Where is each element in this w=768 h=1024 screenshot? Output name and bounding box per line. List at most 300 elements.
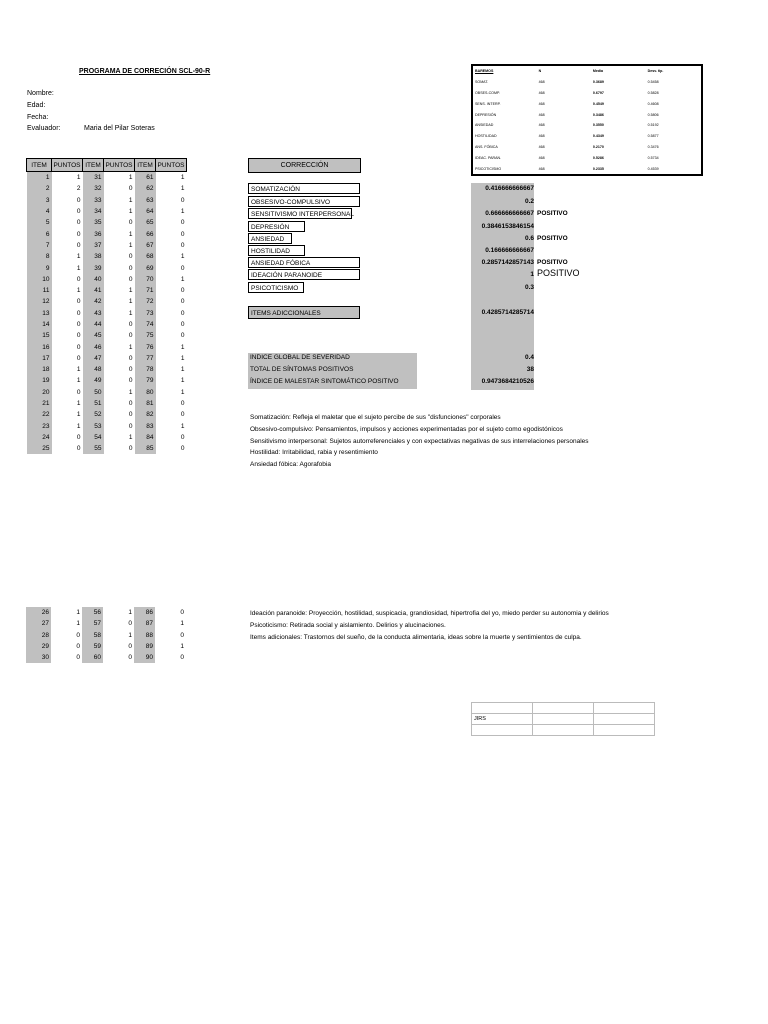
item-number: 46: [83, 341, 104, 352]
item-number: 79: [135, 375, 156, 386]
footer-grid: [471, 702, 655, 736]
item-score: 0: [76, 354, 81, 362]
item-score: 0: [76, 445, 81, 453]
page-title: PROGRAMA DE CORRECIÓN SCL-90-R: [79, 68, 211, 75]
additional-items-label: ITEMS ADICCIONALES: [248, 306, 360, 319]
items-header-row: [27, 159, 187, 172]
item-score: 1: [128, 174, 133, 182]
baremos-cell: 0.5734: [647, 155, 659, 160]
description-line: Ansiedad fóbica: Agorafobia: [250, 461, 331, 468]
item-score: 1: [180, 643, 184, 651]
item-number: 75: [135, 330, 156, 341]
item-score: 0: [180, 287, 185, 295]
baremos-cell: 468: [538, 101, 545, 106]
item-number: 56: [82, 607, 103, 618]
item-score: 0: [76, 643, 80, 651]
baremos-cell: PSICOTICISMO: [475, 166, 502, 171]
item-score: 1: [128, 287, 133, 295]
item-score: 0: [128, 264, 133, 272]
grid-cell: [533, 714, 594, 725]
item-score: 1: [128, 196, 133, 204]
table-row: [27, 183, 187, 194]
item-number: 64: [135, 206, 156, 217]
table-row: [27, 353, 187, 364]
items-table-continued: [26, 607, 186, 663]
baremos-cell: DEPRESIÓN: [475, 112, 497, 117]
item-score: 0: [128, 400, 133, 408]
table-row: [26, 641, 186, 652]
scale-value: 0.416666666667: [485, 185, 534, 192]
grid-cell: [533, 703, 594, 714]
item-score: 1: [76, 411, 81, 419]
item-number: 81: [135, 398, 156, 409]
item-number: 51: [83, 398, 104, 409]
item-score: 0: [128, 445, 133, 453]
item-score: 0: [76, 230, 81, 238]
item-number: 23: [27, 421, 52, 432]
item-score: 1: [180, 275, 185, 283]
item-score: 1: [180, 366, 185, 374]
item-number: 87: [134, 618, 155, 629]
item-number: 80: [135, 387, 156, 398]
table-row: [27, 398, 187, 409]
table-row: [27, 274, 187, 285]
item-number: 63: [135, 195, 156, 206]
item-number: 10: [27, 274, 52, 285]
item-score: 0: [76, 196, 81, 204]
baremos-cell: 0.4539: [647, 166, 659, 171]
item-score: 0: [128, 219, 133, 227]
item-number: 39: [83, 262, 104, 273]
item-score: 0: [180, 219, 185, 227]
item-score: 0: [128, 411, 133, 419]
item-score: 0: [76, 321, 81, 328]
index-name: TOTAL DE SÍNTOMAS POSITIVOS: [250, 366, 354, 373]
item-score: 0: [180, 298, 185, 306]
baremos-cell: SOMAT.: [475, 80, 489, 85]
item-score: 1: [180, 185, 185, 193]
item-number: 37: [83, 240, 104, 251]
item-score: 0: [76, 309, 81, 317]
item-score: 1: [180, 354, 185, 362]
item-number: 61: [135, 172, 156, 184]
item-number: 21: [27, 398, 52, 409]
item-number: 31: [83, 172, 104, 184]
item-number: 5: [27, 217, 52, 228]
item-number: 17: [27, 353, 52, 364]
table-row: [27, 251, 187, 262]
item-number: 11: [27, 285, 52, 296]
grid-row: [472, 725, 655, 736]
item-score: 1: [76, 609, 80, 617]
baremos-cell: 0.6797: [592, 90, 604, 95]
baremos-row: [472, 142, 702, 153]
table-row: [27, 308, 187, 319]
item-score: 0: [180, 411, 185, 419]
table-row: [27, 364, 187, 375]
description-line: Hostilidad: Irritabilidad, rabia y resentimiento: [250, 449, 378, 456]
item-score: 0: [128, 643, 132, 651]
item-number: 71: [135, 285, 156, 296]
scale-value: 0.6: [524, 235, 534, 242]
baremos-cell: 0.3476: [647, 144, 659, 149]
baremos-cell: 0.3550: [592, 123, 604, 128]
item-number: 28: [26, 630, 51, 641]
item-score: 0: [180, 309, 185, 317]
item-score: 1: [180, 388, 185, 396]
items-table: [26, 158, 187, 454]
item-score: 0: [128, 185, 133, 193]
item-score: 1: [180, 422, 185, 430]
item-score: 1: [128, 230, 133, 238]
item-score: 0: [128, 377, 133, 385]
field-value: Maria del Pilar Soteras: [84, 125, 155, 132]
item-score: 0: [76, 654, 80, 662]
item-number: 36: [83, 228, 104, 239]
item-score: 0: [76, 241, 81, 249]
item-score: 1: [76, 253, 81, 261]
scale-value: 0.3: [524, 284, 534, 291]
item-number: 30: [26, 652, 51, 663]
grid-cell: [472, 703, 533, 714]
table-row: [27, 421, 187, 432]
table-row: [26, 607, 186, 618]
item-score: 0: [128, 275, 133, 283]
baremos-row: [472, 152, 702, 163]
scale-name: PSICOTICISMO: [248, 282, 304, 293]
baremos-cell: 468: [538, 166, 545, 171]
item-number: 13: [27, 308, 52, 319]
item-score: 1: [76, 400, 81, 408]
field-label: Edad:: [27, 102, 46, 109]
item-number: 73: [135, 308, 156, 319]
item-score: 0: [76, 343, 81, 351]
item-number: 38: [83, 251, 104, 262]
item-number: 33: [83, 195, 104, 206]
baremos-row: [472, 98, 702, 109]
baremos-cell: HOSTILIDAD: [475, 134, 497, 139]
baremos-cell: OBSES-COMP.: [475, 90, 500, 95]
item-score: 0: [180, 654, 184, 662]
item-number: 27: [26, 618, 51, 629]
scale-value: 0.2: [524, 198, 534, 205]
item-score: 1: [76, 264, 81, 272]
scale-value: 0.166666666667: [485, 247, 534, 254]
item-score: 0: [76, 275, 81, 283]
item-score: 0: [128, 321, 133, 328]
baremos-table: [471, 64, 703, 176]
item-number: 35: [83, 217, 104, 228]
table-row: [27, 172, 187, 184]
scale-value: 0.3846153846154: [481, 223, 534, 230]
positive-flag: POSITIVO: [537, 259, 568, 266]
baremos-cell: 0.5458: [647, 80, 659, 85]
table-row: [27, 341, 187, 352]
table-row: [27, 387, 187, 398]
baremos-cell: 0.5806: [647, 112, 659, 117]
table-row: [27, 195, 187, 206]
description-line: Psicoticismo: Retirada social y aislamiento. Delirios y alucinaciones.: [250, 622, 446, 629]
item-score: 1: [180, 620, 184, 628]
item-number: 44: [83, 319, 104, 330]
item-score: 1: [128, 241, 133, 249]
scale-value: 0.666666666667: [485, 210, 534, 217]
item-number: 50: [83, 387, 104, 398]
table-row: [27, 443, 187, 454]
baremos-cell: 468: [538, 80, 545, 85]
baremos-row: [472, 88, 702, 99]
positive-flag: POSITIVO: [537, 235, 568, 242]
table-row: [27, 319, 187, 330]
baremos-row: [472, 120, 702, 131]
scale-name: IDEACIÓN PARANOIDE: [248, 269, 360, 280]
item-score: 0: [128, 654, 132, 662]
field-label: Fecha:: [27, 114, 49, 121]
positive-flag: POSITIVO: [537, 210, 568, 217]
item-number: 15: [27, 330, 52, 341]
table-row: [27, 285, 187, 296]
baremos-cell: 0.2170: [592, 144, 604, 149]
item-score: 1: [128, 631, 132, 639]
item-score: 1: [76, 287, 81, 295]
baremos-cell: 0.4608: [647, 101, 659, 106]
baremos-header-row: [472, 65, 702, 77]
baremos-cell: 468: [538, 90, 545, 95]
item-score: 1: [128, 343, 133, 351]
description-line: Somatización: Refleja el maletar que el sujeto percibe de sus "disfunciones" corporales: [250, 414, 501, 421]
item-number: 2: [27, 183, 52, 194]
item-score: 1: [180, 174, 185, 182]
item-number: 8: [27, 251, 52, 262]
table-row: [27, 409, 187, 420]
baremos-row: [472, 109, 702, 120]
item-number: 42: [83, 296, 104, 307]
scale-name: OBSESIVO-COMPULSIVO: [248, 196, 360, 207]
item-number: 83: [135, 421, 156, 432]
item-number: 90: [134, 652, 155, 663]
item-score: 1: [128, 208, 133, 216]
baremos-cell: ANSIEDAD: [475, 123, 494, 128]
item-score: 0: [128, 332, 133, 340]
item-score: 1: [180, 208, 185, 216]
item-number: 78: [135, 364, 156, 375]
item-score: 0: [180, 332, 185, 340]
item-number: 22: [27, 409, 52, 420]
item-number: 3: [27, 195, 52, 206]
item-number: 9: [27, 262, 52, 273]
item-score: 0: [76, 631, 80, 639]
item-number: 76: [135, 341, 156, 352]
item-number: 18: [27, 364, 52, 375]
index-name: ÍNDICE DE MALESTAR SINTOMÁTICO POSITIVO: [250, 378, 399, 385]
item-number: 55: [83, 443, 104, 454]
baremos-cell: 0.2335: [592, 166, 604, 171]
item-score: 0: [180, 631, 184, 639]
grid-cell: [472, 725, 533, 736]
item-number: 24: [27, 432, 52, 443]
item-number: 43: [83, 308, 104, 319]
item-number: 66: [135, 228, 156, 239]
item-number: 72: [135, 296, 156, 307]
grid-cell: [533, 725, 594, 736]
table-row: [27, 228, 187, 239]
baremos-cell: SENS. INTERP.: [475, 101, 501, 106]
item-score: 0: [180, 321, 185, 328]
item-number: 20: [27, 387, 52, 398]
item-score: 1: [76, 422, 81, 430]
baremos-cell: 0.5192: [647, 123, 659, 128]
item-number: 85: [135, 443, 156, 454]
item-number: 29: [26, 641, 51, 652]
item-number: 77: [135, 353, 156, 364]
grid-row: [472, 703, 655, 714]
item-score: 0: [128, 253, 133, 261]
index-value: 38: [526, 366, 534, 373]
item-score: 1: [128, 309, 133, 317]
table-row: [27, 217, 187, 228]
scale-value: 0.2857142857143: [481, 259, 534, 266]
item-number: 47: [83, 353, 104, 364]
baremos-cell: ANS. FÓBICA: [475, 144, 498, 149]
scale-name: SOMATIZACIÓN: [248, 183, 360, 194]
item-number: 58: [82, 630, 103, 641]
description-line: Sensitivismo interpersonal: Sujetos autorreferenciales y con expectativas negativas de sus interrelaciones personales: [250, 438, 589, 445]
item-number: 86: [134, 607, 155, 618]
baremos-cell: 0.4349: [592, 134, 604, 139]
item-number: 19: [27, 375, 52, 386]
item-number: 4: [27, 206, 52, 217]
grid-cell: [594, 703, 655, 714]
item-number: 82: [135, 409, 156, 420]
baremos-row: [472, 77, 702, 88]
item-number: 62: [135, 183, 156, 194]
item-number: 12: [27, 296, 52, 307]
item-number: 52: [83, 409, 104, 420]
scale-name: HOSTILIDAD: [248, 245, 305, 256]
baremos-cell: 0.5286: [592, 155, 604, 160]
item-number: 57: [82, 618, 103, 629]
scale-name: ANSIEDAD: [248, 233, 292, 244]
items-header-cell: ITEM: [27, 159, 52, 172]
index-name: INDICE GLOBAL DE SEVERIDAD: [250, 354, 350, 361]
item-score: 0: [180, 230, 185, 238]
table-row: [26, 618, 186, 629]
baremos-cell: 468: [538, 123, 545, 128]
description-line: Items adicionales: Trastornos del sueño, de la conducta alimentaria, ideas sobre la muerte y sentimientos de culpa.: [250, 634, 582, 641]
item-score: 0: [180, 400, 185, 408]
item-number: 25: [27, 443, 52, 454]
item-number: 68: [135, 251, 156, 262]
item-number: 40: [83, 274, 104, 285]
item-score: 0: [128, 354, 133, 362]
baremos-cell: 0.5828: [647, 90, 659, 95]
grid-cell: JIRS: [472, 714, 533, 725]
item-number: 53: [83, 421, 104, 432]
item-score: 1: [76, 174, 81, 182]
table-row: [27, 375, 187, 386]
item-score: 0: [76, 332, 81, 340]
table-row: [27, 330, 187, 341]
item-number: 88: [134, 630, 155, 641]
item-score: 1: [128, 388, 133, 396]
table-row: [27, 432, 187, 443]
baremos-header-cell: Media: [592, 69, 604, 74]
item-score: 0: [180, 433, 185, 441]
items-header-cell: PUNTOS: [104, 159, 135, 172]
baremos-cell: 468: [538, 134, 545, 139]
item-score: 1: [128, 609, 132, 617]
baremos-row: [472, 131, 702, 142]
item-score: 0: [128, 620, 132, 628]
item-number: 48: [83, 364, 104, 375]
item-number: 65: [135, 217, 156, 228]
item-number: 41: [83, 285, 104, 296]
item-number: 34: [83, 206, 104, 217]
baremos-cell: 468: [538, 144, 545, 149]
index-value: 0.9473684210526: [481, 378, 534, 385]
item-number: 60: [82, 652, 103, 663]
item-number: 7: [27, 240, 52, 251]
baremos-cell: 0.3689: [592, 80, 604, 85]
item-score: 1: [180, 377, 185, 385]
correction-header: CORRECCIÓN: [248, 158, 361, 173]
item-score: 0: [76, 388, 81, 396]
baremos-cell: 0.3486: [592, 112, 604, 117]
items-header-cell: PUNTOS: [52, 159, 83, 172]
scale-name: SENSITIVISMO INTERPERSONAL: [248, 208, 352, 219]
item-score: 0: [76, 433, 81, 441]
item-number: 6: [27, 228, 52, 239]
item-score: 1: [128, 433, 133, 441]
description-line: Ideación paranoide: Proyección, hostilidad, suspicacia, grandiosidad, hipertrofia del yo, miedo perder su autonomia y delirios: [250, 610, 609, 617]
item-score: 0: [76, 298, 81, 306]
item-score: 1: [76, 366, 81, 374]
index-value: 0.4: [524, 354, 534, 361]
table-row: [27, 296, 187, 307]
item-number: 89: [134, 641, 155, 652]
items-header-cell: ITEM: [135, 159, 156, 172]
item-number: 1: [27, 172, 52, 184]
item-number: 59: [82, 641, 103, 652]
baremos-header-cell: BAREMOS: [475, 69, 494, 74]
item-number: 16: [27, 341, 52, 352]
field-label: Evaluador:: [27, 125, 61, 132]
item-number: 74: [135, 319, 156, 330]
item-score: 0: [76, 208, 81, 216]
baremos-cell: IDEAC. PARAN.: [475, 155, 502, 160]
item-score: 1: [76, 377, 81, 385]
item-number: 69: [135, 262, 156, 273]
items-header-cell: ITEM: [83, 159, 104, 172]
item-score: 0: [180, 196, 185, 204]
scale-name: ANSIEDAD FÓBICA: [248, 257, 360, 268]
baremos-cell: 468: [538, 155, 545, 160]
table-row: [26, 652, 186, 663]
item-score: 0: [76, 219, 81, 227]
baremos-header-cell: Desv. tip.: [647, 69, 664, 74]
item-number: 84: [135, 432, 156, 443]
table-row: [27, 262, 187, 273]
grid-row: [472, 714, 655, 725]
item-number: 32: [83, 183, 104, 194]
additional-items-value: 0.4285714285714: [481, 309, 534, 316]
item-number: 70: [135, 274, 156, 285]
item-score: 0: [180, 241, 185, 249]
item-score: 0: [128, 366, 133, 374]
baremos-cell: 0.4549: [592, 101, 604, 106]
item-score: 0: [180, 264, 185, 272]
field-label: Nombre:: [27, 90, 54, 97]
